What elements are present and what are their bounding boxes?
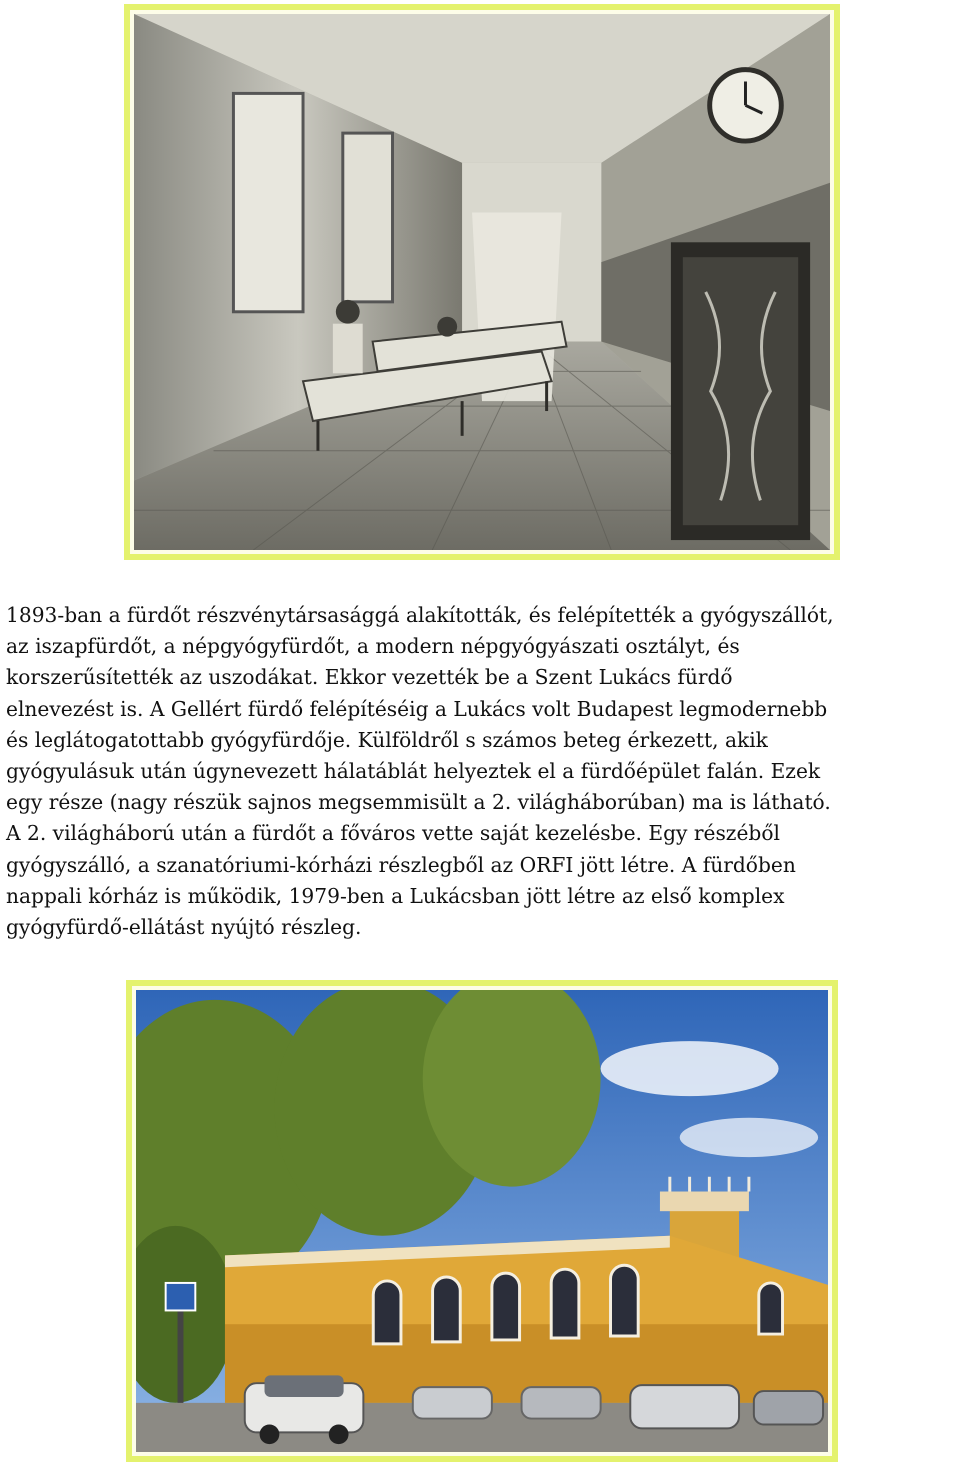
historical-interior-image (134, 14, 830, 550)
paragraph-line: gyógyfürdő-ellátást nyújtó részleg. (6, 915, 362, 940)
paragraph-line: A 2. világháború után a fürdőt a főváros vette saját kezelésbe. Egy részéből (6, 821, 780, 846)
building-exterior-image (136, 990, 828, 1452)
historical-interior-photo (124, 4, 840, 560)
paragraph-line: nappali kórház is működik, 1979-ben a Lukácsban jött létre az első komplex (6, 883, 785, 908)
building-exterior-photo (126, 980, 838, 1462)
paragraph-line: 1893-ban a fürdőt részvénytársasággá alakították, és felépítették a gyógyszállót, (6, 603, 834, 627)
paragraph-line: gyógyulásuk után úgynevezett hálatáblát helyeztek el a fürdőépület falán. Ezek (6, 759, 821, 784)
body-paragraph (6, 600, 958, 943)
paragraph-line: egy része (nagy részük sajnos megsemmisült a 2. világháborúban) ma is látható. (6, 790, 831, 815)
paragraph-line: gyógyszálló, a szanatóriumi-kórházi részlegből az ORFI jött létre. A fürdőben (6, 852, 796, 877)
paragraph-line: az iszapfürdőt, a népgyógyfürdőt, a modern népgyógyászati osztályt, és (6, 634, 740, 659)
paragraph-line: és leglátogatottabb gyógyfürdője. Külföldről s számos beteg érkezett, akik (6, 727, 768, 752)
paragraph-line: elnevezést is. A Gellért fürdő felépítéséig a Lukács volt Budapest legmodernebb (6, 696, 828, 721)
paragraph-line: korszerűsítették az uszodákat. Ekkor vezették be a Szent Lukács fürdő (6, 665, 733, 690)
